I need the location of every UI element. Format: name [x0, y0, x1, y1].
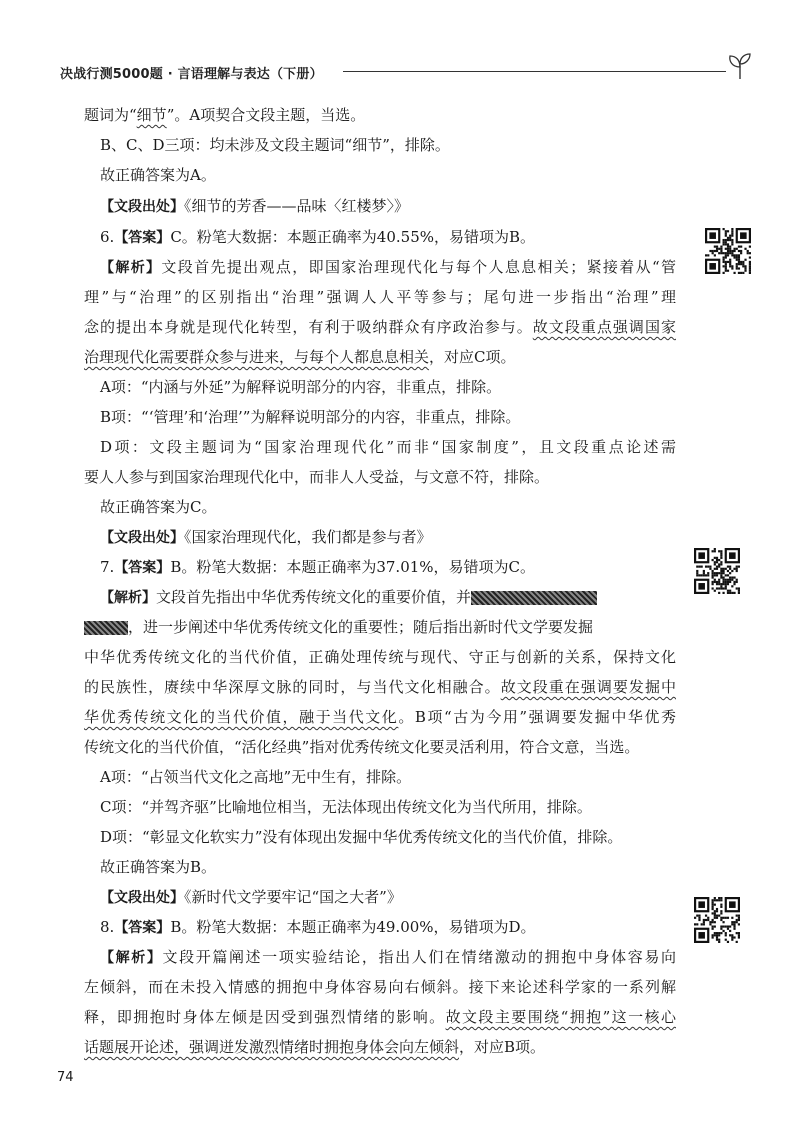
text-line: D项：“彰显文化软实力”没有体现出发掘中华优秀传统文化的当代价值，排除。	[100, 828, 623, 846]
qr-code-7[interactable]	[694, 548, 740, 594]
answer-line: 7.【答案】B。粉笔大数据：本题正确率为37.01%，易错项为C。	[100, 558, 536, 576]
text-line: D项：文段主题词为“国家治理现代化”而非“国家制度”，且文段重点论述需	[100, 438, 676, 456]
text-line: 话题展开论述，强调迸发激烈情绪时拥抱身体会向左倾斜，对应B项。	[84, 1038, 546, 1056]
text-line: B、C、D三项：均未涉及文段主题词“细节”，排除。	[100, 136, 450, 154]
text-line: B项：“‘管理’和‘治理’”为解释说明部分的内容，非重点，排除。	[100, 408, 521, 426]
sprout-icon	[726, 51, 754, 81]
redacted-text	[84, 621, 128, 635]
source-tag: 【文段出处】	[100, 199, 184, 215]
answer-tag: 【答案】	[114, 230, 171, 246]
qr-code-6[interactable]	[705, 228, 751, 274]
analysis-tag: 【解析】	[100, 260, 162, 276]
text-line: 题词为“细节”。A项契合文段主题，当选。	[84, 106, 366, 124]
text-line: 华优秀传统文化的当代价值，融于当代文化。B项“古为今用”强调要发掘中华优秀	[84, 708, 676, 726]
text-line: 释，即拥抱时身体左倾是因受到强烈情绪的影响。故文段主要围绕“拥抱”这一核心	[84, 1008, 676, 1026]
text-line: 故正确答案为C。	[100, 498, 217, 516]
text-line: ，进一步阐述中华优秀传统文化的重要性；随后指出新时代文学要发掘	[84, 612, 593, 642]
qr-code-8[interactable]	[694, 897, 740, 943]
header-title: 决战行测5000题 · 言语理解与表达（下册）	[60, 67, 323, 82]
text-line: 念的提出本身就是现代化转型，有利于吸纳群众有序政治参与。故文段重点强调国家	[84, 318, 676, 336]
text-line: 理”与“治理”的区别指出“治理”强调人人平等参与；尾句进一步指出“治理”理	[84, 288, 676, 306]
wavy-underline: 话题展开论述，强调迸发激烈情绪时拥抱身体会向左倾斜	[84, 1038, 460, 1056]
wavy-underline: 华优秀传统文化的当代价值，融于当代文化	[84, 708, 399, 726]
analysis-tag: 【解析】	[100, 950, 163, 966]
text-line: 治理现代化需要群众参与进来，与每个人都息息相关，对应C项。	[84, 348, 516, 366]
running-header	[60, 57, 760, 85]
source-tag: 【文段出处】	[100, 890, 184, 906]
answer-line: 6.【答案】C。粉笔大数据：本题正确率为40.55%，易错项为B。	[100, 228, 536, 246]
wavy-underline: 故文段主要围绕“拥抱”这一核心	[445, 1008, 676, 1026]
wavy-underline: 故文段重点强调国家	[532, 318, 676, 336]
text-line: 要人人参与到国家治理现代化中，而非人人受益，与文意不符，排除。	[84, 468, 550, 486]
text-line: C项：“并驾齐驱”比喻地位相当，无法体现出传统文化为当代所用，排除。	[100, 798, 592, 816]
analysis-line: 【解析】文段开篇阐述一项实验结论，指出人们在情绪激动的拥抱中身体容易向	[100, 948, 676, 966]
wavy-underline: 治理现代化需要群众参与进来，与每个人都息息相关	[84, 348, 430, 366]
question-number: 6.	[100, 228, 115, 246]
header-rule	[343, 71, 726, 72]
text-line: 左倾斜，而在未投入情感的拥抱中身体容易向右倾斜。接下来论述科学家的一系列解	[84, 978, 676, 996]
text-line: A项：“占领当代文化之高地”无中生有，排除。	[100, 768, 412, 786]
wavy-underline: 故文段重在强调要发掘中	[500, 678, 676, 696]
answer-tag: 【答案】	[114, 920, 171, 936]
question-number: 7.	[100, 558, 115, 576]
text-line: 故正确答案为B。	[100, 858, 217, 876]
text-line: A项：“内涵与外延”为解释说明部分的内容，非重点，排除。	[100, 378, 502, 396]
source-line: 【文段出处】《新时代文学要牢记“国之大者”》	[100, 888, 402, 906]
source-line: 【文段出处】《国家治理现代化，我们都是参与者》	[100, 528, 432, 546]
analysis-line: 【解析】文段首先提出观点，即国家治理现代化与每个人息息相关；紧接着从“管	[100, 258, 677, 276]
redacted-text	[471, 591, 597, 605]
analysis-tag: 【解析】	[100, 590, 156, 606]
source-tag: 【文段出处】	[100, 530, 184, 546]
answer-line: 8.【答案】B。粉笔大数据：本题正确率为49.00%，易错项为D。	[100, 918, 536, 936]
text-line: 中华优秀传统文化的当代价值，正确处理传统与现代、守正与创新的关系，保持文化	[84, 648, 676, 666]
text-line: 传统文化的当代价值，“活化经典”指对优秀传统文化要灵活利用，符合文意，当选。	[84, 738, 640, 756]
text-line: 故正确答案为A。	[100, 166, 216, 184]
text-line: 的民族性，赓续中华深厚文脉的同时，与当代文化相融合。故文段重在强调要发掘中	[84, 678, 676, 696]
page-number: 74	[57, 1070, 74, 1085]
source-line: 【文段出处】《细节的芳香——品味〈红楼梦〉》	[100, 197, 410, 215]
question-number: 8.	[100, 918, 115, 936]
wavy-underline: 细节	[136, 106, 167, 124]
analysis-line: 【解析】文段首先指出中华优秀传统文化的重要价值，并	[84, 582, 597, 612]
answer-tag: 【答案】	[114, 560, 171, 576]
